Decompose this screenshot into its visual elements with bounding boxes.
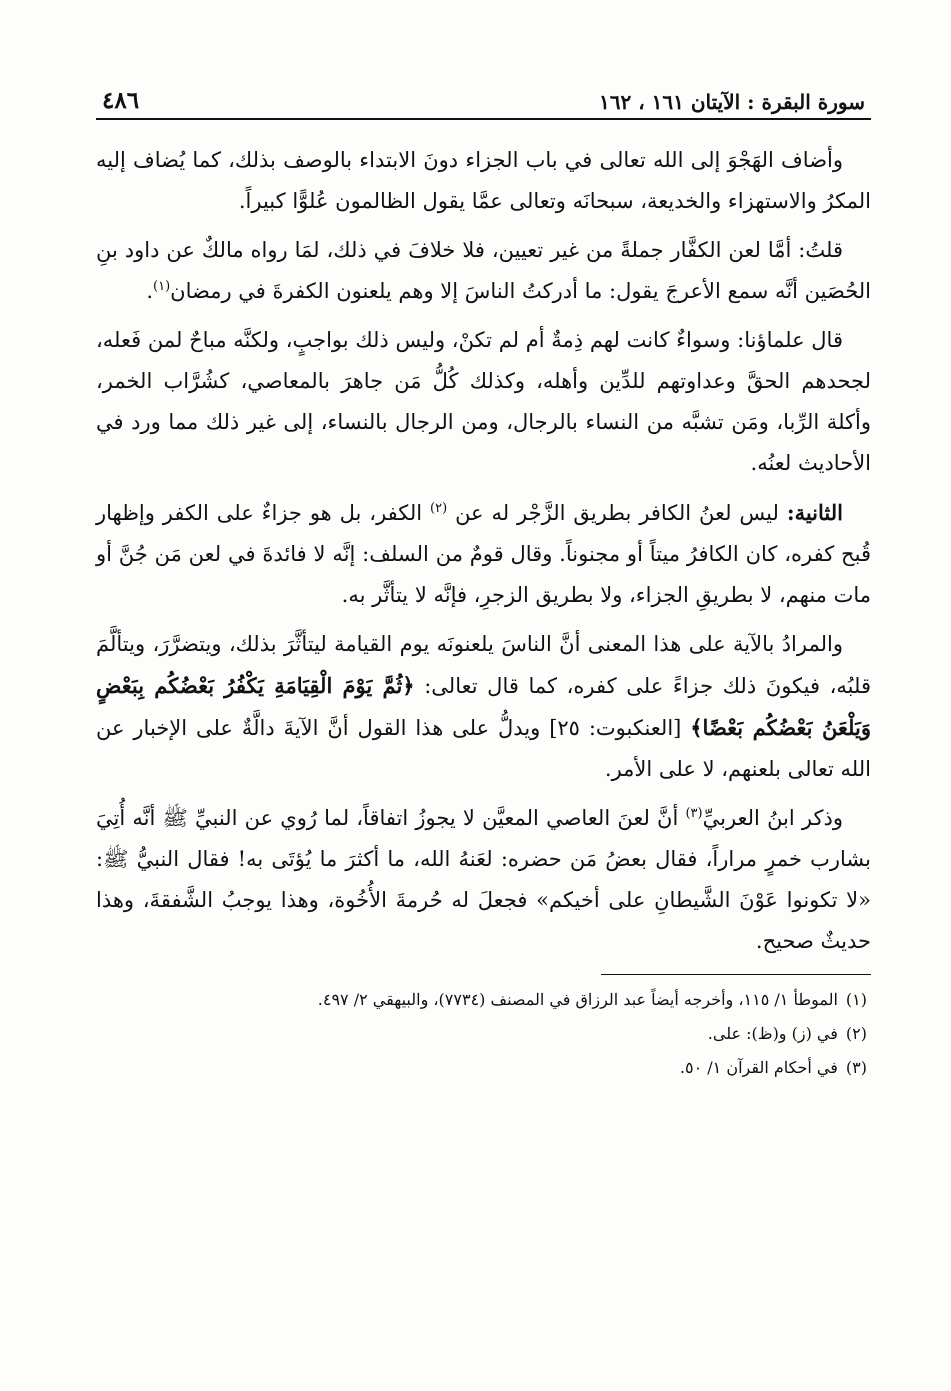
footnote bbox=[96, 1051, 871, 1085]
footnotes bbox=[96, 983, 871, 1085]
footnote-divider bbox=[601, 974, 871, 975]
paragraph-text: [العنكبوت: ٢٥] ويدلُّ على هذا القول أنَّ الآيةَ دالَّةٌ على الإخبار عن الله تعالى بلعنهم، لا على الأمر. bbox=[96, 716, 871, 781]
footnote-reference[interactable]: (١) bbox=[153, 279, 171, 294]
paragraph-text: قال علماؤنا: وسواءٌ كانت لهم ذِمةٌ أم لم تكنْ، وليس ذلك بواجبٍ، ولكنَّه مباحٌ لمن فَعله، لجحدهم الحقَّ وعداوتهم للدِّين وأهله، وكذلك كُلُّ مَن جاهرَ بالمعاصي، كشُرَّاب الخمر، وأكلة الرِّبا، ومَن تشبَّه من النساء بالرجال، ومن الرجال بالنساء، إلى غير ذلك مما ورد في الأحاديث لعنُه. bbox=[96, 328, 871, 475]
paragraph bbox=[96, 492, 871, 616]
footnote-text: في (ز) و(ظ): على. bbox=[707, 1024, 838, 1043]
paragraph-text: أنَّ لعنَ العاصي المعيَّن لا يجوزُ اتفاقاً، لما رُوي عن النبيِّ ﷺ أنَّه أُتِيَ بشارب خمرٍ مراراً، فقال بعضُ مَن حضره: لعَنهُ الله، ما أكثرَ ما يُؤتَى به! فقال النبيُّ ﷺ: «لا تكونوا عَوْنَ الشَّيطانِ على أخيكم» فجعلَ له حُرمةَ الأُخُوة، وهذا يوجبُ الشَّفقةَ، وهذا حديثٌ صحيح. bbox=[96, 806, 871, 953]
body-text bbox=[96, 140, 871, 962]
paragraph-text: . bbox=[146, 279, 154, 303]
quran-quote: ﴿ثُمَّ يَوْمَ الْقِيَامَةِ يَكْفُرُ بَعْضُكُم بِبَعْضٍ وَيَلْعَنُ بَعْضُكُم بَعْضًا﴾ bbox=[96, 673, 871, 740]
paragraph-text: وأضاف الهَجْوَ إلى الله تعالى في باب الجزاء دونَ الابتداء بالوصف بذلك، كما يُضاف إليه المكرُ والاستهزاء والخديعة، سبحانَه وتعالى عمَّا يقول الظالمون عُلوًّا كبيراً. bbox=[96, 148, 871, 213]
section-lead: الثانية: bbox=[786, 500, 843, 525]
paragraph bbox=[96, 230, 871, 312]
footnote-text: في أحكام القرآن ١/ ٥٠. bbox=[679, 1058, 838, 1077]
footnote-reference[interactable]: (٢) bbox=[430, 501, 448, 516]
book-page bbox=[96, 78, 871, 1368]
paragraph-text: قلتُ: أمَّا لعن الكفَّار جملةً من غير تعيين، فلا خلافَ في ذلك، لمَا رواه مالكٌ عن داود بنِ الحُصَين أنَّه سمع الأعرجَ يقول: ما أدركتُ الناسَ إلا وهم يلعنون الكفرةَ في رمضان bbox=[96, 238, 871, 303]
paragraph-text: ليس لعنُ الكافر بطريق الزَّجْر له عن bbox=[455, 501, 787, 525]
footnote-number: (٢) bbox=[845, 1024, 867, 1043]
paragraph-text: وذكر ابنُ العربيِّ bbox=[702, 806, 843, 830]
footnote-number: (٣) bbox=[845, 1058, 867, 1077]
footnote-number: (١) bbox=[845, 990, 867, 1009]
paragraph bbox=[96, 798, 871, 962]
paragraph bbox=[96, 140, 871, 222]
footnote-reference[interactable]: (٣) bbox=[685, 806, 703, 821]
page-number: ٤٨٦ bbox=[102, 87, 140, 114]
footnote bbox=[96, 983, 871, 1017]
footnote-text: الموطأ ١/ ١١٥، وأخرجه أيضاً عبد الرزاق في المصنف (٧٧٣٤)، والبيهقي ٢/ ٤٩٧. bbox=[317, 990, 838, 1009]
paragraph bbox=[96, 624, 871, 790]
paragraph-text: الكفر، بل هو جزاءٌ على الكفر وإظهار قُبح كفره، كان الكافرُ ميتاً أو مجنوناً. وقال قومٌ من السلف: إنَّه لا فائدةَ في لعن مَن جُنَّ أو مات منهم، لا بطريقِ الجزاء، ولا بطريق الزجرِ، فإنَّه لا يتأثَّر به. bbox=[96, 501, 871, 607]
running-header bbox=[96, 78, 871, 120]
chapter-title: سورة البقرة : الآيتان ١٦١ ، ١٦٢ bbox=[599, 90, 865, 114]
footnote bbox=[96, 1017, 871, 1051]
paragraph-text: والمرادُ بالآية على هذا المعنى أنَّ الناسَ يلعنونَه يوم القيامة ليتأثَّرَ بذلك، ويتضرَّرَ، ويتألَّمَ قلبُه، فيكونَ ذلك جزاءً على كفره، كما قال تعالى: bbox=[96, 632, 871, 698]
paragraph bbox=[96, 320, 871, 484]
